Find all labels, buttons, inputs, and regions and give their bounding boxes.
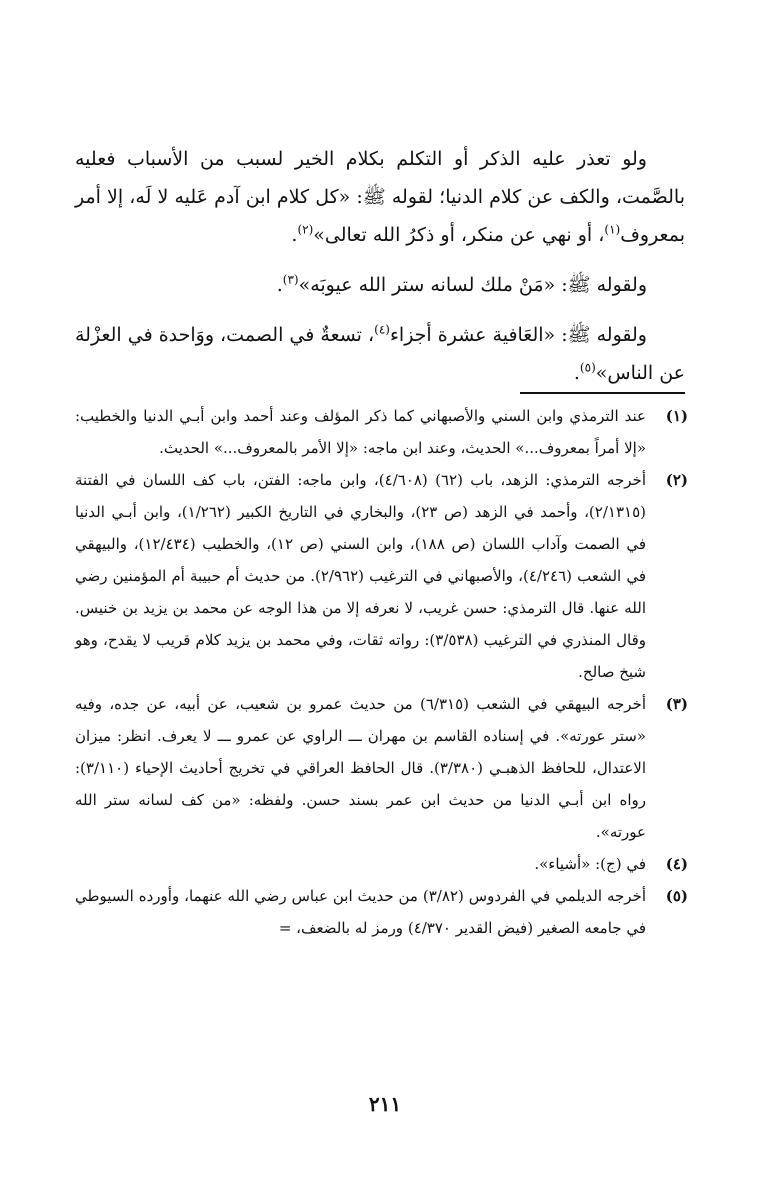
footnote-4: [75, 848, 688, 880]
paragraph-text: ، أو نهي عن منكر، أو ذكرُ الله تعالى»: [313, 224, 605, 246]
footnote-number: (٥): [665, 887, 688, 905]
footnote-ref[interactable]: (١): [604, 222, 621, 237]
footnote-2: [75, 464, 688, 688]
footnote-number: (٢): [665, 471, 688, 489]
main-text: [75, 140, 685, 404]
footnote-number: (٤): [665, 855, 688, 873]
footnote-divider: [520, 392, 685, 394]
footnote-5: [75, 880, 688, 944]
page-number: ٢١١: [368, 1092, 402, 1116]
paragraph-text: .: [276, 274, 283, 296]
paragraph-silence: [75, 140, 685, 254]
footnote-text: في (ج): «أشياء».: [534, 855, 646, 873]
footnote-text: أخرجه البيهقي في الشعب (٦/٣١٥) من حديث عمرو بن شعيب، عن أبيه، عن جده، وفيه «ستر عورته». في إسناده القاسم بن مهران ـــ الراوي عن عمرو ـــ لا يعرف. انظر: ميزان الاعتدال، للحافظ الذهبـي (٣/٣٨٠). قال الحافظ العراقي في تخريج أحاديث الإحياء (٣/١١٠): رواه ابن أبـي الدنيا من حديث ابن عمر بسند حسن. ولفظه: «من كف لسانه ستر الله عورته».: [75, 695, 646, 841]
paragraph-text: ولقوله ﷺ: «العَافية عشرة أجزاء: [389, 324, 647, 346]
footnote-ref[interactable]: (٥): [579, 360, 596, 375]
footnote-number: (١): [665, 407, 688, 425]
footnote-1: [75, 400, 688, 464]
footnote-ref[interactable]: (٢): [297, 222, 314, 237]
footnote-number: (٣): [665, 695, 688, 713]
footnote-text: عند الترمذي وابن السني والأصبهاني كما ذكر المؤلف وعند أحمد وابن أبـي الدنيا والخطيب: «إلا أمراً بمعروف...» الحديث، وعند ابن ماجه: «إلا الأمر بالمعروف...» الحديث.: [75, 407, 646, 457]
paragraph-wellbeing: [75, 316, 685, 392]
paragraph-text: .: [573, 362, 580, 384]
footnotes: [75, 400, 688, 944]
paragraph-tongue: [75, 266, 685, 304]
paragraph-text: ، تسعةٌ في الصمت، ووَاحدة في العزْلة عن الناس»: [75, 324, 685, 384]
footnote-3: [75, 688, 688, 848]
footnote-ref[interactable]: (٣): [282, 272, 299, 287]
footnote-ref[interactable]: (٤): [374, 322, 390, 337]
paragraph-text: ولقوله ﷺ: «مَنْ ملك لسانه ستر الله عيوبَه»: [298, 274, 647, 296]
paragraph-text: ولو تعذر عليه الذكر أو التكلم بكلام الخير لسبب من الأسباب فعليه بالصَّمت، والكف عن كلام الدنيا؛ لقوله ﷺ: «كل كلام ابن آدم عَليه لا لَه، إلا أمر بمعروف: [75, 148, 685, 246]
footnote-text: أخرجه الترمذي: الزهد، باب (٦٢) (٤/٦٠٨)، وابن ماجه: الفتن، باب كف اللسان في الفتنة (٢/١٣١٥)، وأحمد في الزهد (ص ٢٣)، والبخاري في التاريخ الكبير (١/٢٦٢)، وابن أبـي الدنيا في الصمت وآداب اللسان (ص ١٨٨)، وابن السني (ص ١٢)، والخطيب (١٢/٤٣٤)، والبيهقي في الشعب (٤/٢٤٦)، والأصبهاني في الترغيب (٢/٩٦٢). من حديث أم حبيبة أم المؤمنين رضي الله عنها. قال الترمذي: حسن غريب، لا نعرفه إلا من هذا الوجه عن محمد بن يزيد بن خنيس. وقال المنذري في الترغيب (٣/٥٣٨): رواته ثقات، وفي محمد بن يزيد كلام قريب لا يقدح، وهو شيخ صالح.: [75, 471, 647, 681]
paragraph-text: .: [291, 224, 298, 246]
footnote-text: أخرجه الديلمي في الفردوس (٣/٨٢) من حديث ابن عباس رضي الله عنهما، وأورده السيوطي في جامعه الصغير (فيض القدير ٤/٣٧٠) ورمز له بالضعف، =: [75, 887, 646, 937]
